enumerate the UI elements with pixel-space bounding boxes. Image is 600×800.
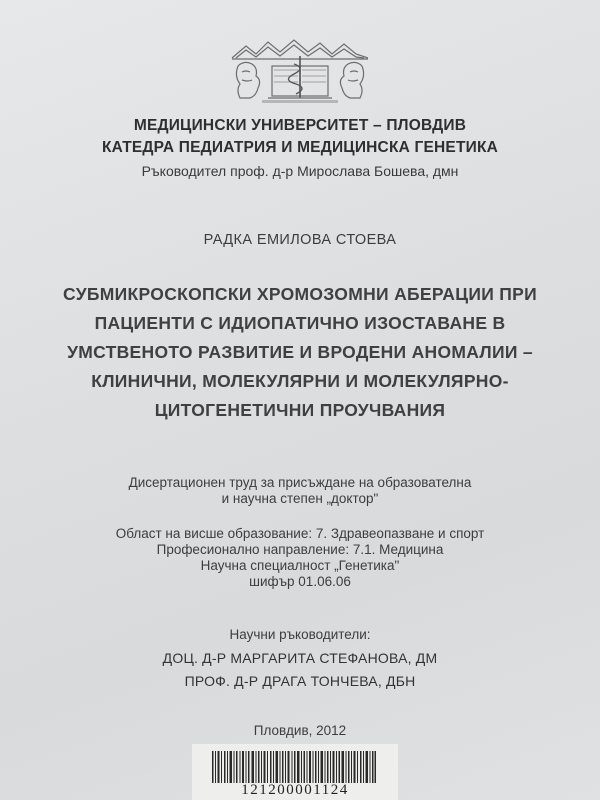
thesis-title-line: ЦИТОГЕНЕТИЧНИ ПРОУЧВАНИЯ <box>154 400 446 420</box>
thesis-title-line: КЛИНИЧНИ, МОЛЕКУЛЯРНИ И МОЛЕКУЛЯРНО- <box>91 371 509 391</box>
professional-direction: Професионално направление: 7.1. Медицина <box>156 542 444 557</box>
field-of-education: Област на висше образование: 7. Здравеопазване и спорт <box>115 526 485 541</box>
place-and-year: Пловдив, 2012 <box>253 723 347 738</box>
thesis-title-line: УМСТВЕНОТО РАЗВИТИЕ И ВРОДЕНИ АНОМАЛИИ – <box>67 342 533 362</box>
dissertation-purpose-line: Дисертационен труд за присъждане на образователна <box>128 475 472 490</box>
university-emblem-icon <box>228 38 372 104</box>
specialty-code: шифър 01.06.06 <box>249 574 351 589</box>
barcode-icon <box>212 751 376 783</box>
supervisor-name: ПРОФ. Д-Р ДРАГА ТОНЧЕВА, ДБН <box>184 673 416 689</box>
scientific-specialty: Научна специалност „Генетика" <box>200 558 400 573</box>
dissertation-purpose-line: и научна степен „доктор" <box>221 491 379 506</box>
university-name: МЕДИЦИНСКИ УНИВЕРСИТЕТ – ПЛОВДИВ <box>133 117 467 134</box>
barcode-number: 121200001124 <box>241 782 349 798</box>
head-of-department: Ръководител проф. д-р Мирослава Бошева, дмн <box>141 163 459 179</box>
supervisor-name: ДОЦ. Д-Р МАРГАРИТА СТЕФАНОВА, ДМ <box>162 650 438 666</box>
author-name: РАДКА ЕМИЛОВА СТОЕВА <box>203 232 397 248</box>
thesis-title-line: СУБМИКРОСКОПСКИ ХРОМОЗОМНИ АБЕРАЦИИ ПРИ <box>63 284 537 304</box>
department-name: КАТЕДРА ПЕДИАТРИЯ И МЕДИЦИНСКА ГЕНЕТИКА <box>101 139 499 156</box>
barcode-sticker <box>192 744 398 800</box>
thesis-title-line: ПАЦИЕНТИ С ИДИОПАТИЧНО ИЗОСТАВАНЕ В <box>94 313 506 333</box>
supervisors-label: Научни ръководители: <box>229 627 371 642</box>
